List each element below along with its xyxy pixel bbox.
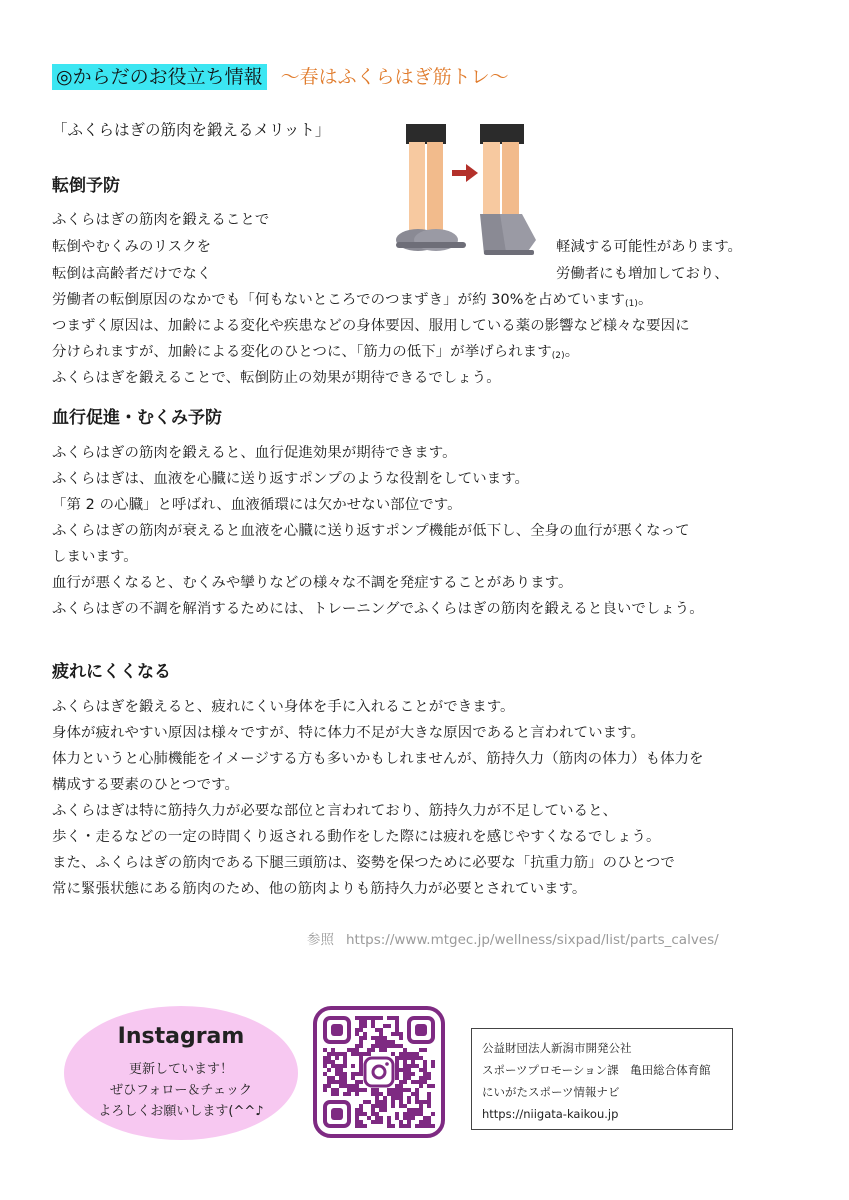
- body-line: しまいます。: [52, 549, 138, 565]
- body-line: ふくらはぎの筋肉を鍛えることで: [52, 212, 270, 228]
- body-line: 労働者にも増加しており、: [556, 266, 729, 282]
- body-text: 。: [638, 292, 653, 308]
- page-subtitle: ～春はふくらはぎ筋トレ～: [280, 66, 509, 88]
- body-line: 軽減する可能性があります。: [556, 239, 742, 255]
- body-text: 。: [564, 344, 580, 360]
- body-line: ふくらはぎは、血液を心臓に送り返すポンプのような役割をしています。: [52, 471, 530, 487]
- org-department: スポーツプロモーション課 亀田総合体育館: [482, 1063, 711, 1077]
- body-line: ふくらはぎは特に筋持久力が必要な部位と言われており、筋持久力が不足していると、: [52, 803, 618, 819]
- body-line: 体力というと心肺機能をイメージする方も多いかもしれませんが、筋持久力（筋肉の体力）も体力を: [52, 751, 704, 767]
- body-line: ふくらはぎの筋肉を鍛えると、血行促進効果が期待できます。: [52, 445, 457, 461]
- body-line: つまずく原因は、加齢による変化や疾患などの身体要因、服用している薬の影響など様々な要因に: [52, 318, 690, 334]
- footnote-marker: (2): [551, 351, 565, 361]
- qr-pattern: [323, 1016, 435, 1128]
- body-line: [52, 288, 653, 309]
- org-url[interactable]: https://niigata-kaikou.jp: [482, 1107, 619, 1121]
- instagram-text: 更新しています！: [128, 1062, 233, 1077]
- org-site-name: にいがたスポーツ情報ナビ: [482, 1085, 620, 1099]
- body-line: 構成する要素のひとつです。: [52, 777, 239, 793]
- body-line: 歩く・走るなどの一定の時間くり返される動作をした際には疲れを感じやすくなるでしょう。: [52, 829, 661, 845]
- body-line: 転倒は高齢者だけでなく: [52, 266, 212, 282]
- body-line: 血行が悪くなると、むくみや攣りなどの様々な不調を発症することがあります。: [52, 575, 573, 591]
- reference: [307, 928, 719, 948]
- body-line: 常に緊張状態にある筋肉のため、他の筋肉よりも筋持久力が必要とされています。: [52, 881, 587, 897]
- body-line: 転倒やむくみのリスクを: [52, 239, 212, 255]
- calf-raise-illustration: [380, 118, 550, 268]
- instagram-title: Instagram: [117, 1024, 245, 1049]
- page-header: [52, 62, 509, 92]
- section-heading-circulation: 血行促進・むくみ予防: [52, 408, 222, 428]
- instagram-bubble: [64, 1006, 298, 1140]
- instagram-text: ぜひフォロー＆チェック: [110, 1083, 252, 1098]
- page-title: ◎からだのお役立ち情報: [52, 64, 267, 90]
- instagram-icon: [365, 1058, 393, 1086]
- body-line: 「第 2 の心臓」と呼ばれ、血液循環には欠かせない部位です。: [52, 497, 462, 513]
- body-line: [52, 340, 579, 361]
- section-heading-fall-prevention: 転倒予防: [52, 176, 120, 196]
- body-line: ふくらはぎの不調を解消するためには、トレーニングでふくらはぎの筋肉を鍛えると良いでしょう。: [52, 601, 704, 617]
- body-text: 分けられますが、加齢による変化のひとつに、「筋力の低下」が挙げられます: [52, 344, 552, 360]
- body-line: また、ふくらはぎの筋肉である下腿三頭筋は、姿勢を保つために必要な「抗重力筋」のひとつで: [52, 855, 675, 871]
- footnote-marker: (1): [624, 299, 639, 309]
- body-line: ふくらはぎを鍛えると、疲れにくい身体を手に入れることができます。: [52, 699, 515, 715]
- reference-link[interactable]: https://www.mtgec.jp/wellness/sixpad/list/parts_calves/: [346, 932, 719, 948]
- body-line: ふくらはぎを鍛えることで、転倒防止の効果が期待できるでしょう。: [52, 370, 501, 386]
- org-name: 公益財団法人新潟市開発公社: [482, 1041, 632, 1055]
- body-line: ふくらはぎの筋肉が衰えると血液を心臓に送り返すポンプ機能が低下し、全身の血行が悪くなって: [52, 523, 690, 539]
- reference-label: 参照: [307, 932, 334, 948]
- body-line: 身体が疲れやすい原因は様々ですが、特に体力不足が大きな原因であると言われています。: [52, 725, 645, 741]
- section-heading-fatigue: 疲れにくくなる: [52, 662, 171, 682]
- intro-heading: 「ふくらはぎの筋肉を鍛えるメリット」: [52, 121, 331, 139]
- body-text: 労働者の転倒原因のなかでも「何もないところでのつまずき」が約 30%を占めています: [52, 292, 625, 308]
- instagram-text: よろしくお願いします(^^♪: [98, 1104, 264, 1119]
- instagram-qr-code[interactable]: [313, 1006, 445, 1138]
- organization-info: [471, 1028, 733, 1130]
